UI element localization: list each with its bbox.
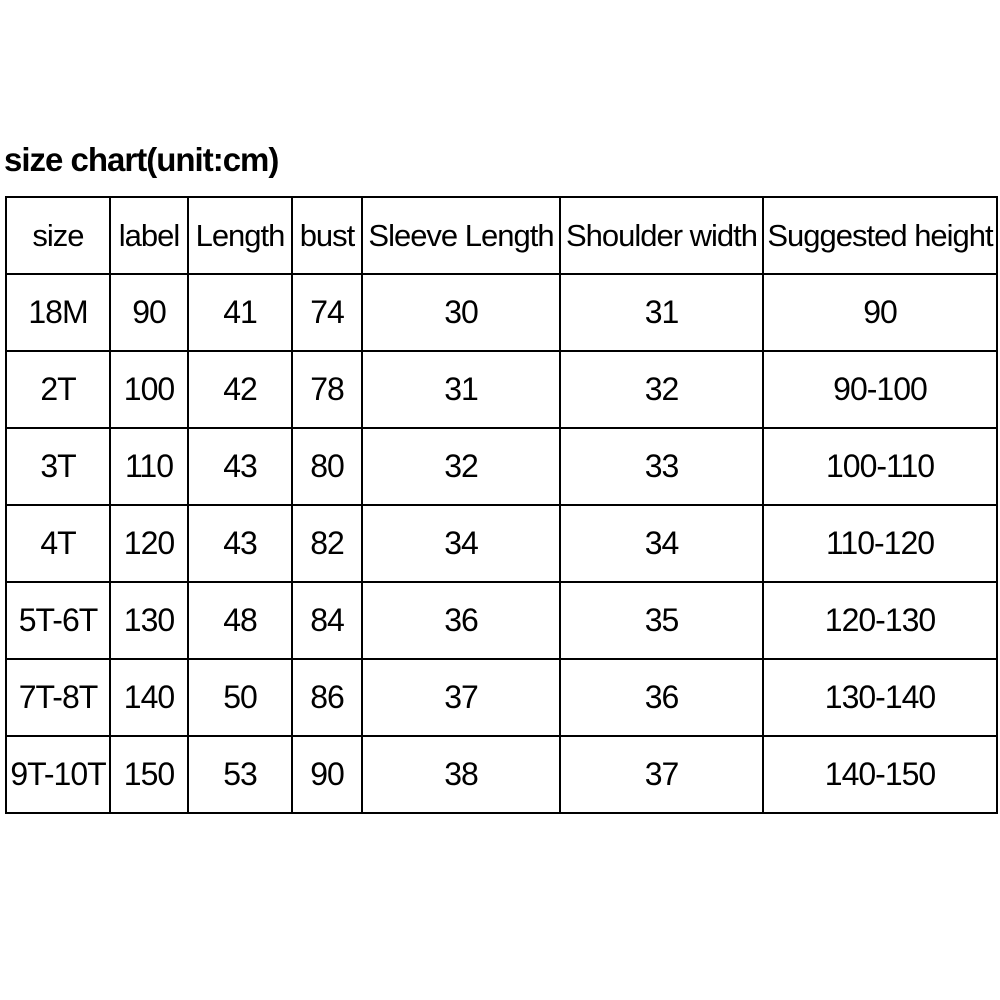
cell-length: 43	[188, 505, 292, 582]
cell-length: 43	[188, 428, 292, 505]
cell-shoulder-width: 33	[560, 428, 763, 505]
table-row	[6, 505, 997, 582]
cell-sleeve-length: 34	[362, 505, 560, 582]
cell-label: 100	[110, 351, 188, 428]
cell-length: 53	[188, 736, 292, 813]
cell-length: 42	[188, 351, 292, 428]
cell-label: 120	[110, 505, 188, 582]
cell-bust: 78	[292, 351, 362, 428]
page-title: size chart(unit:cm)	[4, 141, 279, 178]
header-bust: bust	[292, 197, 362, 274]
cell-shoulder-width: 36	[560, 659, 763, 736]
cell-label: 110	[110, 428, 188, 505]
header-sleeve-length: Sleeve Length	[362, 197, 560, 274]
cell-bust: 80	[292, 428, 362, 505]
cell-bust: 86	[292, 659, 362, 736]
cell-label: 130	[110, 582, 188, 659]
cell-size: 5T-6T	[6, 582, 110, 659]
cell-sleeve-length: 37	[362, 659, 560, 736]
cell-label: 90	[110, 274, 188, 351]
cell-bust: 90	[292, 736, 362, 813]
cell-bust: 84	[292, 582, 362, 659]
cell-length: 50	[188, 659, 292, 736]
cell-size: 9T-10T	[6, 736, 110, 813]
cell-shoulder-width: 35	[560, 582, 763, 659]
table-row	[6, 351, 997, 428]
cell-label: 150	[110, 736, 188, 813]
table-row	[6, 582, 997, 659]
cell-size: 3T	[6, 428, 110, 505]
header-suggested-height: Suggested height	[763, 197, 997, 274]
cell-suggested-height: 90-100	[763, 351, 997, 428]
cell-length: 41	[188, 274, 292, 351]
cell-shoulder-width: 34	[560, 505, 763, 582]
cell-size: 7T-8T	[6, 659, 110, 736]
cell-sleeve-length: 38	[362, 736, 560, 813]
header-length: Length	[188, 197, 292, 274]
cell-sleeve-length: 31	[362, 351, 560, 428]
header-shoulder-width: Shoulder width	[560, 197, 763, 274]
cell-suggested-height: 90	[763, 274, 997, 351]
cell-size: 2T	[6, 351, 110, 428]
cell-suggested-height: 100-110	[763, 428, 997, 505]
table-header-row	[6, 197, 997, 274]
cell-shoulder-width: 31	[560, 274, 763, 351]
table-row	[6, 274, 997, 351]
size-chart-table	[5, 196, 998, 814]
cell-bust: 82	[292, 505, 362, 582]
cell-suggested-height: 130-140	[763, 659, 997, 736]
table-row	[6, 659, 997, 736]
cell-size: 4T	[6, 505, 110, 582]
cell-shoulder-width: 37	[560, 736, 763, 813]
cell-shoulder-width: 32	[560, 351, 763, 428]
cell-size: 18M	[6, 274, 110, 351]
cell-bust: 74	[292, 274, 362, 351]
cell-sleeve-length: 32	[362, 428, 560, 505]
cell-length: 48	[188, 582, 292, 659]
header-label: label	[110, 197, 188, 274]
cell-suggested-height: 120-130	[763, 582, 997, 659]
cell-suggested-height: 140-150	[763, 736, 997, 813]
header-size: size	[6, 197, 110, 274]
cell-label: 140	[110, 659, 188, 736]
table-row	[6, 736, 997, 813]
cell-sleeve-length: 36	[362, 582, 560, 659]
table-row	[6, 428, 997, 505]
cell-suggested-height: 110-120	[763, 505, 997, 582]
cell-sleeve-length: 30	[362, 274, 560, 351]
